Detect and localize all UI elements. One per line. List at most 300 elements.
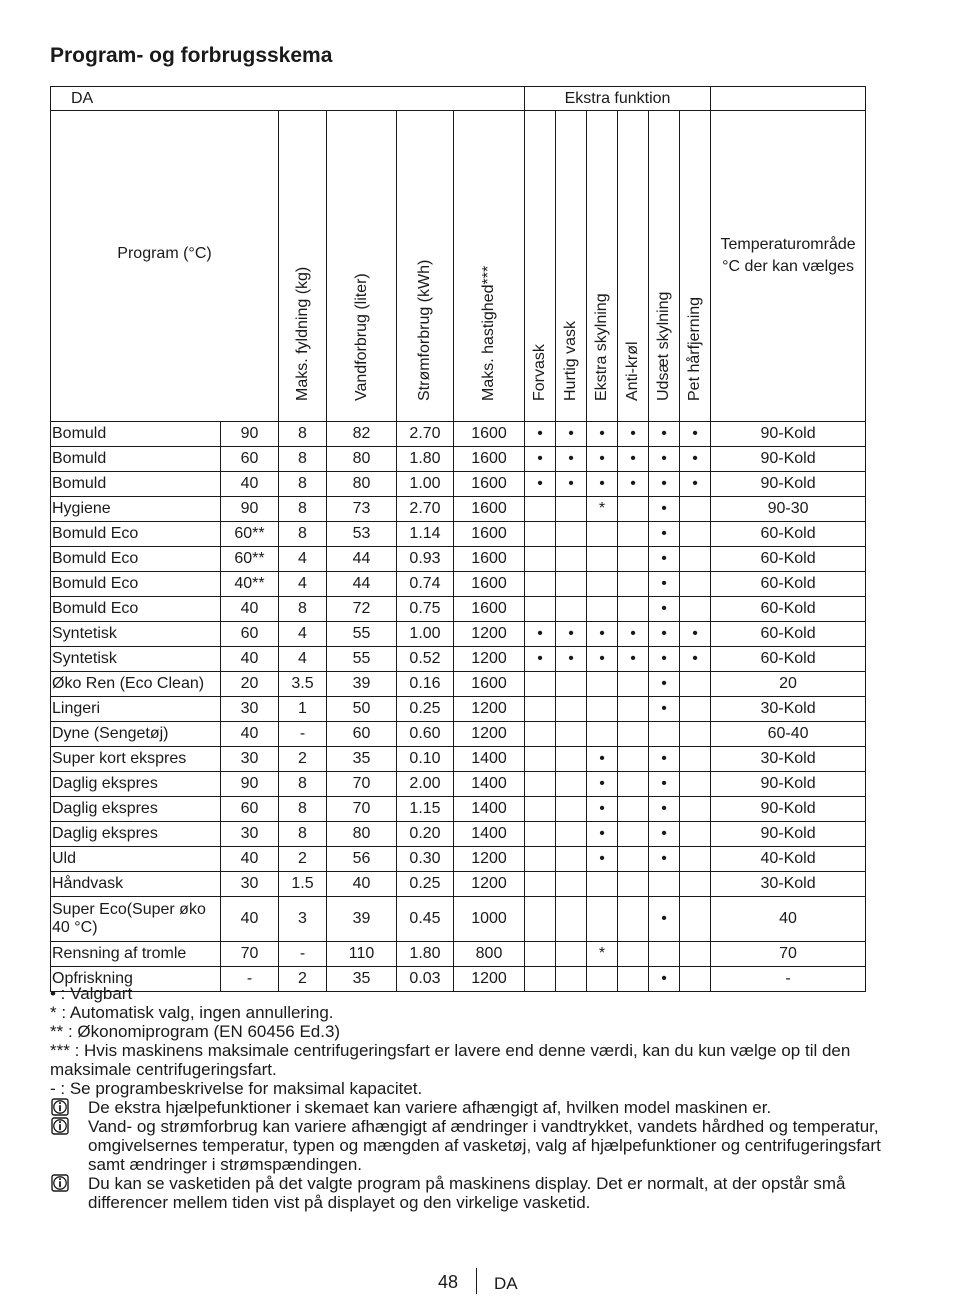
extra-function-cell: • (525, 647, 556, 672)
table-row (51, 747, 866, 772)
temp-range-cell: 60-40 (711, 722, 866, 747)
load-cell: 8 (279, 422, 327, 447)
extra-function-cell (556, 697, 587, 722)
program-name-cell: Bomuld Eco (51, 572, 221, 597)
page-title: Program- og forbrugsskema (50, 44, 333, 67)
extra-function-cell (680, 572, 711, 597)
energy-cell: 0.25 (397, 697, 454, 722)
extra-function-cell (618, 772, 649, 797)
extra-function-cell: • (649, 967, 680, 992)
extra-function-cell (556, 497, 587, 522)
extra-function-cell (525, 497, 556, 522)
program-name-cell: Daglig ekspres (51, 797, 221, 822)
table-row (51, 572, 866, 597)
load-cell: 4 (279, 622, 327, 647)
program-temp-cell: 40 (221, 897, 279, 942)
footer-divider (476, 1268, 477, 1294)
water-cell: 110 (327, 942, 397, 967)
speed-cell: 1600 (454, 547, 525, 572)
extra-function-cell (525, 872, 556, 897)
table-row (51, 822, 866, 847)
col-header-energy: Strømforbrug (kWh) (397, 111, 454, 422)
page-number: 48 (438, 1272, 459, 1292)
load-cell: 1.5 (279, 872, 327, 897)
energy-cell: 0.52 (397, 647, 454, 672)
temp-range-cell: 60-Kold (711, 572, 866, 597)
note-text: Vand- og strømforbrug kan variere afhængigt af ændringer i vandtrykket, vandets hårdhed og temperatur, omgivelsernes temperatur, typen og mængden af vasketøj, valg af hjælpefunktioner og centrifugeringsfart samt ændringer i strømspændingen. (88, 1117, 881, 1174)
extra-function-cell (680, 847, 711, 872)
col-header-rinse-hold: Udsæt skylning (649, 111, 680, 422)
program-temp-cell: 30 (221, 822, 279, 847)
speed-cell: 1600 (454, 672, 525, 697)
table-row (51, 522, 866, 547)
extra-function-cell: • (618, 447, 649, 472)
water-cell: 82 (327, 422, 397, 447)
water-cell: 70 (327, 772, 397, 797)
extra-function-cell (587, 572, 618, 597)
extra-function-cell (618, 942, 649, 967)
speed-cell: 1200 (454, 622, 525, 647)
speed-cell: 1600 (454, 597, 525, 622)
extra-function-cell (618, 897, 649, 942)
water-cell: 55 (327, 622, 397, 647)
temp-range-cell: 40-Kold (711, 847, 866, 872)
water-cell: 60 (327, 722, 397, 747)
energy-cell: 1.00 (397, 472, 454, 497)
program-name-cell: Uld (51, 847, 221, 872)
legend-item: *** : Hvis maskinens maksimale centrifugeringsfart er lavere end denne værdi, kan du kun vælge op til den maksimale centrifugeringsfart. (50, 1041, 851, 1079)
energy-cell: 1.15 (397, 797, 454, 822)
extra-function-cell (556, 822, 587, 847)
extra-function-cell (525, 747, 556, 772)
energy-cell: 0.10 (397, 747, 454, 772)
program-temp-cell: 60 (221, 447, 279, 472)
extra-function-cell: • (556, 647, 587, 672)
table-row (51, 622, 866, 647)
extra-function-cell (618, 872, 649, 897)
extra-function-cell (649, 872, 680, 897)
water-cell: 39 (327, 672, 397, 697)
table-row (51, 647, 866, 672)
energy-cell: 0.25 (397, 872, 454, 897)
note (50, 1117, 910, 1174)
temp-range-cell: 90-Kold (711, 472, 866, 497)
extra-function-cell (525, 822, 556, 847)
extra-function-cell (618, 747, 649, 772)
temp-range-cell: 30-Kold (711, 872, 866, 897)
col-header-quickwash: Hurtig vask (556, 111, 587, 422)
extra-function-cell (556, 897, 587, 942)
extra-function-cell (618, 797, 649, 822)
extra-function-cell (618, 597, 649, 622)
speed-cell: 1600 (454, 522, 525, 547)
program-temp-cell: 40** (221, 572, 279, 597)
extra-function-cell (556, 597, 587, 622)
table-row (51, 672, 866, 697)
energy-cell: 2.70 (397, 422, 454, 447)
program-temp-cell: 30 (221, 747, 279, 772)
speed-cell: 1400 (454, 822, 525, 847)
water-cell: 35 (327, 747, 397, 772)
extra-function-cell: • (587, 772, 618, 797)
load-cell: 8 (279, 447, 327, 472)
col-header-water: Vandforbrug (liter) (327, 111, 397, 422)
speed-cell: 1400 (454, 797, 525, 822)
extra-function-cell: * (587, 497, 618, 522)
water-cell: 80 (327, 472, 397, 497)
program-temp-cell: 40 (221, 472, 279, 497)
extra-function-cell (587, 522, 618, 547)
program-name-cell: Syntetisk (51, 647, 221, 672)
extra-function-cell (556, 797, 587, 822)
temp-range-cell: 60-Kold (711, 622, 866, 647)
temp-range-header: Temperaturområde °C der kan vælges (711, 111, 866, 422)
extra-function-cell (556, 847, 587, 872)
table-row (51, 772, 866, 797)
load-cell: - (279, 722, 327, 747)
program-name-cell: Bomuld Eco (51, 547, 221, 572)
table-row (51, 547, 866, 572)
empty-header-cell (711, 87, 866, 111)
energy-cell: 0.30 (397, 847, 454, 872)
extra-function-cell: • (649, 672, 680, 697)
extra-function-cell: • (649, 472, 680, 497)
table-row (51, 472, 866, 497)
extra-function-cell: • (649, 597, 680, 622)
page-footer (0, 1268, 954, 1298)
extra-function-cell (525, 672, 556, 697)
program-temp-cell: 40 (221, 722, 279, 747)
extra-function-cell: • (649, 422, 680, 447)
extra-function-cell (556, 572, 587, 597)
extra-function-cell (525, 942, 556, 967)
water-cell: 55 (327, 647, 397, 672)
extra-function-cell (587, 672, 618, 697)
program-name-cell: Super Eco(Super øko 40 °C) (51, 897, 221, 942)
extra-function-cell: • (649, 497, 680, 522)
extra-function-cell: • (587, 797, 618, 822)
program-name-cell: Bomuld Eco (51, 597, 221, 622)
energy-cell: 1.14 (397, 522, 454, 547)
extra-function-cell (680, 897, 711, 942)
extra-function-cell: • (649, 822, 680, 847)
water-cell: 80 (327, 447, 397, 472)
extra-function-cell (587, 697, 618, 722)
extra-function-cell (680, 547, 711, 572)
speed-cell: 1400 (454, 772, 525, 797)
water-cell: 56 (327, 847, 397, 872)
extra-function-cell (680, 872, 711, 897)
extra-function-cell: • (587, 647, 618, 672)
extra-function-cell (556, 747, 587, 772)
load-cell: 8 (279, 772, 327, 797)
water-cell: 39 (327, 897, 397, 942)
program-name-cell: Dyne (Sengetøj) (51, 722, 221, 747)
extra-function-cell (680, 722, 711, 747)
extra-function-cell: • (649, 897, 680, 942)
energy-cell: 1.00 (397, 622, 454, 647)
extra-function-cell: • (649, 797, 680, 822)
load-cell: 3.5 (279, 672, 327, 697)
energy-cell: 0.74 (397, 572, 454, 597)
extra-function-cell (587, 722, 618, 747)
col-header-load: Maks. fyldning (kg) (279, 111, 327, 422)
temp-range-cell: 30-Kold (711, 747, 866, 772)
extra-function-cell: • (587, 422, 618, 447)
temp-range-cell: 60-Kold (711, 647, 866, 672)
note-text: Du kan se vasketiden på det valgte program på maskinens display. Det er normalt, at der opstår små differencer mellem tiden vist på displayet og den virkelige vasketid. (88, 1174, 846, 1212)
speed-cell: 1600 (454, 497, 525, 522)
extra-function-cell: • (649, 547, 680, 572)
program-temp-cell: 60 (221, 622, 279, 647)
extra-function-cell (618, 672, 649, 697)
extra-function-cell (680, 797, 711, 822)
info-icon (50, 1117, 70, 1135)
program-name-cell: Øko Ren (Eco Clean) (51, 672, 221, 697)
extra-function-cell (649, 722, 680, 747)
extra-function-cell (618, 572, 649, 597)
energy-cell: 0.20 (397, 822, 454, 847)
program-name-cell: Syntetisk (51, 622, 221, 647)
speed-cell: 1400 (454, 747, 525, 772)
extra-function-cell: • (618, 647, 649, 672)
speed-cell: 1000 (454, 897, 525, 942)
program-temp-cell: 40 (221, 647, 279, 672)
temp-range-cell: 20 (711, 672, 866, 697)
extra-function-cell (680, 772, 711, 797)
extra-function-cell (680, 597, 711, 622)
temp-range-cell: 90-Kold (711, 797, 866, 822)
extra-function-cell (618, 497, 649, 522)
extra-function-cell: • (587, 622, 618, 647)
extra-function-cell: • (587, 472, 618, 497)
extra-function-header: Ekstra funktion (525, 87, 711, 111)
load-cell: 4 (279, 547, 327, 572)
extra-function-cell: * (587, 942, 618, 967)
legend-item: • : Valgbart (50, 984, 133, 1003)
program-temp-cell: 60 (221, 797, 279, 822)
program-name-cell: Bomuld (51, 447, 221, 472)
energy-cell: 0.03 (397, 967, 454, 992)
temp-range-cell: 90-Kold (711, 772, 866, 797)
energy-cell: 0.45 (397, 897, 454, 942)
load-cell: 3 (279, 897, 327, 942)
speed-cell: 1600 (454, 447, 525, 472)
program-temp-cell: 60** (221, 522, 279, 547)
energy-cell: 2.00 (397, 772, 454, 797)
program-temp-cell: 90 (221, 422, 279, 447)
extra-function-cell: • (649, 622, 680, 647)
program-temp-cell: 30 (221, 697, 279, 722)
program-name-cell: Lingeri (51, 697, 221, 722)
temp-range-cell: 60-Kold (711, 522, 866, 547)
program-temp-cell: 60** (221, 547, 279, 572)
extra-function-cell: • (618, 622, 649, 647)
energy-cell: 0.93 (397, 547, 454, 572)
extra-function-cell: • (649, 697, 680, 722)
extra-function-cell: • (680, 622, 711, 647)
temp-range-cell: 40 (711, 897, 866, 942)
load-cell: 4 (279, 647, 327, 672)
speed-cell: 1200 (454, 647, 525, 672)
extra-function-cell (680, 942, 711, 967)
legend-item: - : Se programbeskrivelse for maksimal kapacitet. (50, 1079, 423, 1098)
extra-function-cell (680, 747, 711, 772)
extra-function-cell (556, 942, 587, 967)
temp-range-cell: 30-Kold (711, 697, 866, 722)
legend-item: ** : Økonomiprogram (EN 60456 Ed.3) (50, 1022, 341, 1041)
extra-function-cell: • (618, 472, 649, 497)
col-header-speed: Maks. hastighed*** (454, 111, 525, 422)
extra-function-cell: • (649, 447, 680, 472)
program-name-cell: Daglig ekspres (51, 772, 221, 797)
speed-cell: 1200 (454, 847, 525, 872)
load-cell: - (279, 942, 327, 967)
water-cell: 50 (327, 697, 397, 722)
water-cell: 53 (327, 522, 397, 547)
extra-function-cell (587, 897, 618, 942)
extra-function-cell: • (649, 647, 680, 672)
program-temp-cell: 30 (221, 872, 279, 897)
temp-range-cell: 90-Kold (711, 822, 866, 847)
program-header: Program (°C) (51, 111, 279, 422)
temp-range-cell: 90-Kold (711, 447, 866, 472)
table-row (51, 797, 866, 822)
load-cell: 2 (279, 967, 327, 992)
extra-function-cell (525, 597, 556, 622)
extra-function-cell (680, 697, 711, 722)
program-name-cell: Daglig ekspres (51, 822, 221, 847)
extra-function-cell (649, 942, 680, 967)
extra-function-cell: • (587, 847, 618, 872)
extra-function-cell: • (587, 822, 618, 847)
water-cell: 72 (327, 597, 397, 622)
extra-function-cell: • (525, 447, 556, 472)
extra-function-cell: • (556, 422, 587, 447)
extra-function-cell (556, 522, 587, 547)
program-temp-cell: 40 (221, 847, 279, 872)
table-row (51, 847, 866, 872)
extra-function-cell (525, 897, 556, 942)
extra-function-cell (680, 497, 711, 522)
speed-cell: 1200 (454, 872, 525, 897)
extra-function-cell: • (556, 472, 587, 497)
energy-cell: 1.80 (397, 447, 454, 472)
temp-range-cell: 60-Kold (711, 547, 866, 572)
speed-cell: 1600 (454, 572, 525, 597)
extra-function-cell (556, 672, 587, 697)
extra-function-cell: • (525, 472, 556, 497)
program-name-cell: Bomuld (51, 472, 221, 497)
load-cell: 8 (279, 822, 327, 847)
water-cell: 80 (327, 822, 397, 847)
extra-function-cell (525, 847, 556, 872)
note (50, 1174, 910, 1212)
table-row (51, 447, 866, 472)
load-cell: 2 (279, 747, 327, 772)
program-name-cell: Hygiene (51, 497, 221, 522)
extra-function-cell: • (649, 747, 680, 772)
program-temp-cell: 70 (221, 942, 279, 967)
load-cell: 8 (279, 497, 327, 522)
note-text: De ekstra hjælpefunktioner i skemaet kan variere afhængigt af, hvilken model maskinen er. (88, 1098, 772, 1117)
footer-language: DA (494, 1274, 518, 1293)
extra-function-cell (556, 872, 587, 897)
extra-function-cell (618, 547, 649, 572)
table-row (51, 497, 866, 522)
extra-function-cell: • (649, 522, 680, 547)
load-cell: 2 (279, 847, 327, 872)
water-cell: 35 (327, 967, 397, 992)
extra-function-cell: • (618, 422, 649, 447)
speed-cell: 1600 (454, 472, 525, 497)
extra-function-cell (525, 697, 556, 722)
legend-item: * : Automatisk valg, ingen annullering. (50, 1003, 334, 1022)
col-header-pet-hair: Pet hårfjerning (680, 111, 711, 422)
energy-cell: 0.60 (397, 722, 454, 747)
extra-function-cell (525, 797, 556, 822)
program-temp-cell: 90 (221, 497, 279, 522)
table-row (51, 897, 866, 942)
extra-function-cell (618, 822, 649, 847)
load-cell: 8 (279, 472, 327, 497)
water-cell: 73 (327, 497, 397, 522)
extra-function-cell (618, 722, 649, 747)
col-header-extra-rinse: Ekstra skylning (587, 111, 618, 422)
extra-function-cell: • (680, 422, 711, 447)
load-cell: 8 (279, 522, 327, 547)
energy-cell: 1.80 (397, 942, 454, 967)
extra-function-cell (525, 772, 556, 797)
program-table (50, 86, 866, 992)
extra-function-cell (618, 522, 649, 547)
extra-function-cell (525, 547, 556, 572)
energy-cell: 0.16 (397, 672, 454, 697)
temp-range-cell: 90-Kold (711, 422, 866, 447)
load-cell: 1 (279, 697, 327, 722)
info-icon (50, 1174, 70, 1192)
temp-range-cell: 60-Kold (711, 597, 866, 622)
load-cell: 8 (279, 797, 327, 822)
table-row (51, 422, 866, 447)
water-cell: 44 (327, 547, 397, 572)
table-row (51, 597, 866, 622)
water-cell: 44 (327, 572, 397, 597)
temp-range-cell: 70 (711, 942, 866, 967)
extra-function-cell: • (680, 472, 711, 497)
program-temp-cell: 90 (221, 772, 279, 797)
extra-function-cell (587, 597, 618, 622)
extra-function-cell: • (649, 847, 680, 872)
load-cell: 4 (279, 572, 327, 597)
extra-function-cell (556, 722, 587, 747)
speed-cell: 1200 (454, 967, 525, 992)
extra-function-cell: • (649, 772, 680, 797)
extra-function-cell (680, 672, 711, 697)
program-temp-cell: 20 (221, 672, 279, 697)
extra-function-cell: • (587, 447, 618, 472)
extra-function-cell: • (680, 647, 711, 672)
col-header-prewash: Forvask (525, 111, 556, 422)
extra-function-cell (525, 572, 556, 597)
table-row (51, 722, 866, 747)
program-temp-cell: - (221, 967, 279, 992)
water-cell: 70 (327, 797, 397, 822)
extra-function-cell (680, 822, 711, 847)
extra-function-cell (525, 522, 556, 547)
extra-function-cell (587, 547, 618, 572)
program-name-cell: Håndvask (51, 872, 221, 897)
